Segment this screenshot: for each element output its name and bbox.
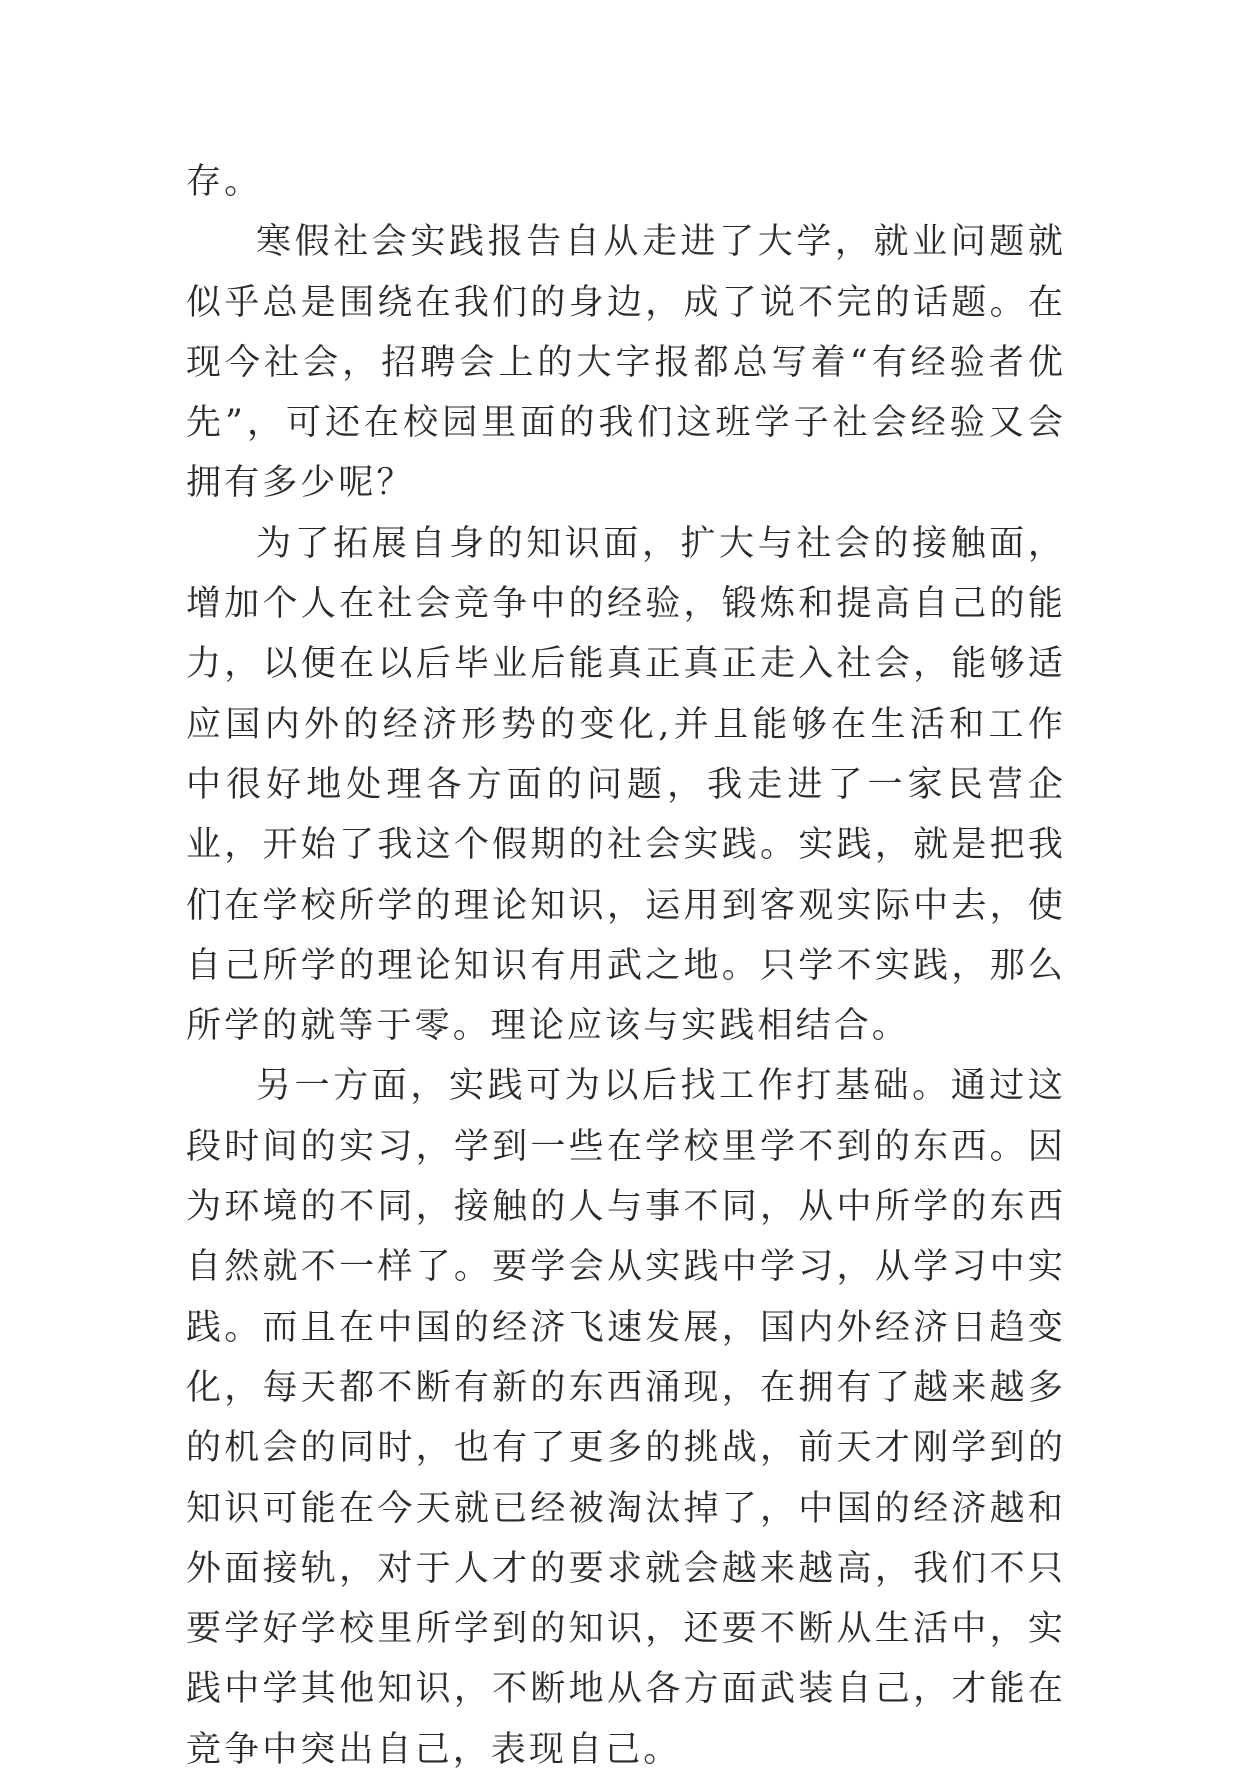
paragraph-benefits: 另一方面，实践可为以后找工作打基础。通过这段时间的实习，学到一些在学校里学不到的东西。因为环境的不同，接触的人与事不同，从中所学的东西自然就不一样了。要学会从实践中学习，从学习中实践。而且在中国的经济飞速发展，国内外经济日趋变化，每天都不断有新的东西涌现，在拥有了越来越多的机会的同时，也有了更多的挑战，前天才刚学到的知识可能在今天就已经被淘汰掉了，中国的经济越和外面接轨，对于人才的要求就会越来越高，我们不只要学好学校里所学到的知识，还要不断从生活中，实践中学其他知识，不断地从各方面武装自己，才能在竞争中突出自己，表现自己。: [186, 1066, 1066, 1770]
paragraph-purpose: 为了拓展自身的知识面，扩大与社会的接触面，增加个人在社会竞争中的经验，锻炼和提高自己的能力，以便在以后毕业后能真正真正走入社会，能够适应国内外的经济形势的变化,并且能够在生活和工作中很好地处理各方面的问题，我走进了一家民营企业，开始了我这个假期的社会实践。实践，就是把我们在学校所学的理论知识，运用到客观实际中去，使自己所学的理论知识有用武之地。只学不实践，那么所学的就等于零。理论应该与实践相结合。: [186, 523, 1066, 1047]
paragraph-introduction: 寒假社会实践报告自从走进了大学，就业问题就似乎总是围绕在我们的身边，成了说不完的话题。在现今社会，招聘会上的大字报都总写着“有经验者优先”，可还在校园里面的我们这班学子社会经验又会拥有多少呢？: [186, 222, 1066, 504]
paragraph-continuation: 存。: [186, 162, 263, 202]
document-body: [186, 152, 1066, 1780]
